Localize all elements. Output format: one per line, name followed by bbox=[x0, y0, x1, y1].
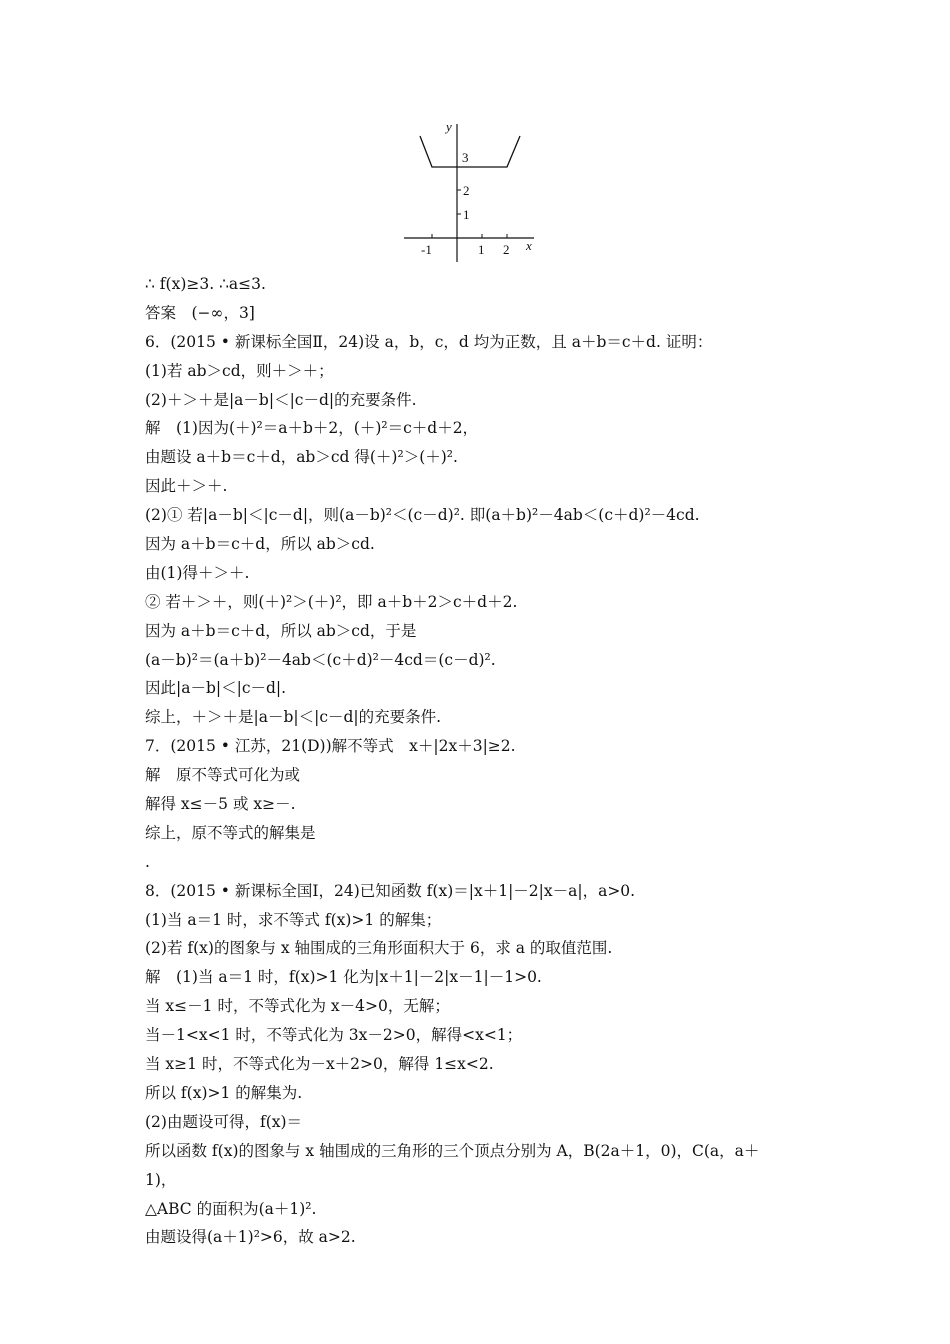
text-line: (2)由题设可得，f(x)＝ bbox=[145, 1112, 303, 1131]
text-line: 当 x≤－1 时，不等式化为 x－4>0，无解； bbox=[145, 997, 450, 1016]
x-tick-label-neg1: -1 bbox=[421, 242, 432, 257]
y-tick-label-3: 3 bbox=[462, 150, 469, 165]
text-line: 解 (1)当 a＝1 时，f(x)>1 化为|x＋1|－2|x－1|－1>0. bbox=[145, 968, 542, 987]
text-line: 因此|a－b|＜|c－d|. bbox=[145, 679, 287, 698]
text-line: 7．(2015 • 江苏，21(D))解不等式 x＋|2x＋3|≥2. bbox=[145, 737, 516, 756]
text-line: ② 若＋＞＋，则(＋)²＞(＋)²，即 a＋b＋2＞c＋d＋2. bbox=[145, 592, 518, 611]
text-line: 所以函数 f(x)的图象与 x 轴围成的三角形的三个顶点分别为 A，B(2a＋1，0)，C(a，a＋ bbox=[145, 1141, 760, 1160]
document-body bbox=[145, 270, 825, 1252]
text-line: 因为 a＋b＝c＋d，所以 ab＞cd. bbox=[145, 535, 375, 554]
text-line: 综上，原不等式的解集是 bbox=[145, 823, 316, 842]
text-line: 解得 x≤－5 或 x≥－. bbox=[145, 795, 296, 814]
text-line: 6．(2015 • 新课标全国Ⅱ，24)设 a，b，c，d 均为正数，且 a＋b＝c＋d. 证明： bbox=[145, 332, 713, 351]
text-line: 由题设得(a＋1)²>6，故 a>2. bbox=[145, 1228, 356, 1247]
x-tick-label-2: 2 bbox=[503, 242, 510, 257]
y-axis-label: y bbox=[446, 119, 452, 134]
text-line: 1)， bbox=[145, 1170, 177, 1189]
text-line: 当 x≥1 时，不等式化为－x＋2>0，解得 1≤x<2. bbox=[145, 1055, 494, 1074]
x-tick-label-1: 1 bbox=[478, 242, 485, 257]
x-axis-label: x bbox=[526, 238, 532, 253]
text-line: (1)若 ab＞cd，则＋＞＋； bbox=[145, 361, 334, 380]
text-line: 由题设 a＋b＝c＋d，ab＞cd 得(＋)²＞(＋)². bbox=[145, 448, 458, 467]
function-graph bbox=[398, 118, 534, 264]
y-tick-label-1: 1 bbox=[463, 207, 470, 222]
text-line: (2)＋＞＋是|a－b|＜|c－d|的充要条件. bbox=[145, 390, 417, 409]
text-line: (2)若 f(x)的图象与 x 轴围成的三角形面积大于 6，求 a 的取值范围. bbox=[145, 939, 613, 958]
y-tick-label-2: 2 bbox=[463, 183, 470, 198]
text-line: △ABC 的面积为(a＋1)². bbox=[145, 1199, 317, 1218]
text-line: 由(1)得＋＞＋. bbox=[145, 563, 250, 582]
text-line: . bbox=[145, 852, 150, 871]
text-line: 综上，＋＞＋是|a－b|＜|c－d|的充要条件. bbox=[145, 708, 442, 727]
text-line: 解 (1)因为(＋)²＝a＋b＋2，(＋)²＝c＋d＋2， bbox=[145, 419, 479, 438]
text-line: 当－1<x<1 时，不等式化为 3x－2>0，解得<x<1； bbox=[145, 1026, 523, 1045]
text-line: 所以 f(x)>1 的解集为. bbox=[145, 1083, 303, 1102]
text-line: 答案 (−∞，3] bbox=[145, 303, 255, 322]
function-curve bbox=[420, 136, 520, 167]
text-line: (1)当 a＝1 时，求不等式 f(x)>1 的解集； bbox=[145, 910, 442, 929]
text-line: 因为 a＋b＝c＋d，所以 ab＞cd，于是 bbox=[145, 621, 417, 640]
text-line: 8．(2015 • 新课标全国Ⅰ，24)已知函数 f(x)＝|x＋1|－2|x－a|，a>0. bbox=[145, 881, 636, 900]
text-line: (a－b)²＝(a＋b)²－4ab＜(c＋d)²－4cd＝(c－d)². bbox=[145, 650, 496, 669]
text-line: ∴ f(x)≥3. ∴a≤3. bbox=[145, 275, 266, 293]
text-line: 因此＋＞＋. bbox=[145, 477, 228, 496]
text-line: (2)① 若|a－b|＜|c－d|，则(a－b)²＜(c－d)². 即(a＋b)²－4ab＜(c＋d)²－4cd. bbox=[145, 506, 700, 525]
text-line: 解 原不等式可化为或 bbox=[145, 766, 301, 785]
